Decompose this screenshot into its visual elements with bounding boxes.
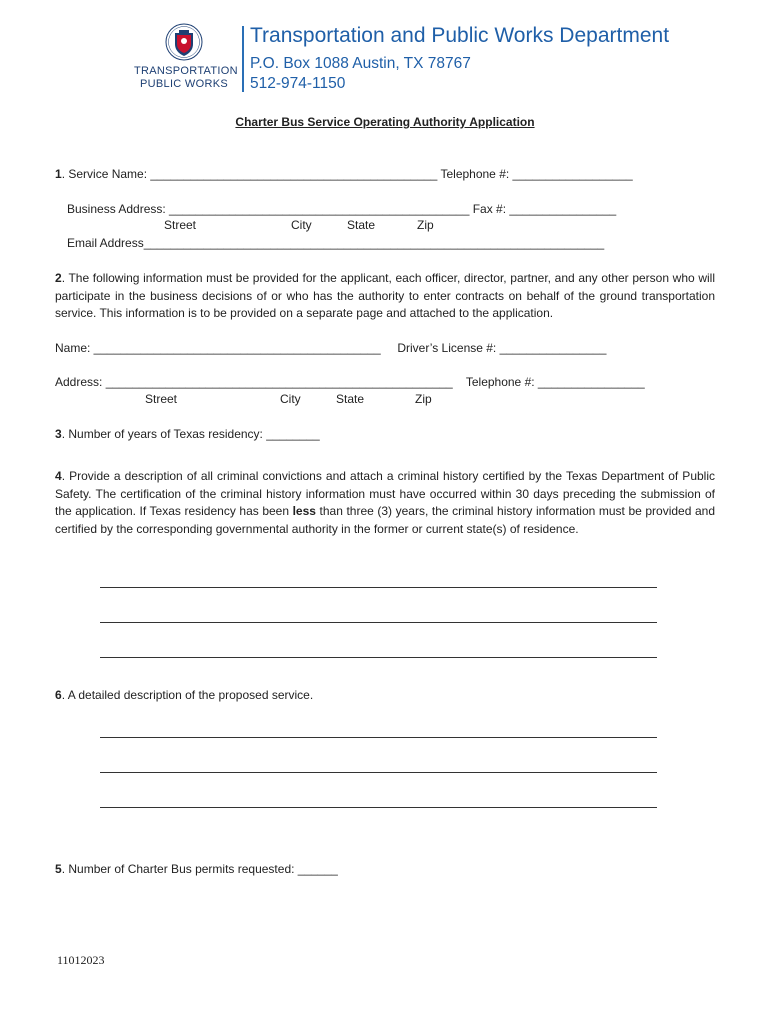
question-number: 6 bbox=[55, 688, 62, 702]
permits-requested-text: . Number of Charter Bus permits requested: ______ bbox=[61, 862, 338, 876]
question-number: 5 bbox=[55, 862, 62, 876]
logo-text-line2: PUBLIC WORKS bbox=[140, 78, 228, 90]
header-divider bbox=[242, 26, 244, 92]
criminal-history-text-b: than three (3) years, the criminal history information must be provided and certified by the corresponding governmental authority in the former or current state(s) of residence. bbox=[55, 504, 715, 536]
proposed-service-text: . A detailed description of the proposed service. bbox=[61, 688, 314, 702]
zip-label: Zip bbox=[415, 392, 432, 406]
proposed-service-line-1[interactable] bbox=[100, 736, 657, 738]
department-name: Transportation and Public Works Department bbox=[250, 24, 670, 47]
state-label: State bbox=[347, 218, 376, 232]
criminal-history-text-a: . Provide a description of all criminal convictions and attach a criminal history certified by the Texas Department of Public Safety. The certification of the criminal history information must have occurred within 30 days preceding the submission of the application. If Texas residency has been bbox=[55, 469, 715, 518]
city-label: City bbox=[291, 218, 312, 232]
question-number: 3 bbox=[55, 427, 62, 441]
address-telephone-field[interactable]: Address: ____________________________________________________ Telephone #: ________________ bbox=[55, 375, 645, 389]
applicant-info-text: . The following information must be provided for the applicant, each officer, director, partner, and any other person who will participate in the business decisions of or who has the authority to enter contracts on behalf of the ground transportation service. This information is to be provided on a separate page and attached to the application. bbox=[55, 271, 715, 320]
city-label: City bbox=[280, 392, 301, 406]
emphasis-less: less bbox=[292, 504, 316, 518]
form-revision-code: 11012023 bbox=[57, 953, 105, 967]
criminal-history-paragraph bbox=[55, 468, 715, 538]
applicant-info-paragraph bbox=[55, 270, 715, 323]
form-title: Charter Bus Service Operating Authority Application bbox=[235, 115, 535, 129]
street-label: Street bbox=[164, 218, 197, 232]
proposed-service-line-3[interactable] bbox=[100, 806, 657, 808]
residency-years-field[interactable] bbox=[55, 427, 320, 441]
question-number: 2 bbox=[55, 271, 62, 285]
name-license-field[interactable]: Name: ___________________________________________ Driver’s License #: ________________ bbox=[55, 341, 607, 355]
permits-requested-field[interactable] bbox=[55, 862, 338, 876]
criminal-history-line-1[interactable] bbox=[100, 586, 657, 588]
proposed-service-line-2[interactable] bbox=[100, 771, 657, 773]
city-seal-icon bbox=[134, 22, 234, 66]
criminal-history-line-3[interactable] bbox=[100, 656, 657, 658]
service-name-field: . Service Name: ___________________________________________ Telephone #: __________________ bbox=[61, 167, 633, 181]
business-address-field[interactable]: Business Address: _____________________________________________ Fax #: ________________ bbox=[67, 202, 617, 216]
question-number: 1 bbox=[55, 167, 62, 181]
department-phone: 512-974-1150 bbox=[250, 75, 346, 92]
state-label: State bbox=[336, 392, 365, 406]
service-name-row[interactable] bbox=[55, 167, 633, 181]
email-address-field[interactable]: Email Address_____________________________________________________________________ bbox=[67, 236, 605, 250]
department-address: P.O. Box 1088 Austin, TX 78767 bbox=[250, 55, 471, 72]
criminal-history-line-2[interactable] bbox=[100, 621, 657, 623]
proposed-service-prompt bbox=[55, 688, 313, 702]
residency-years-text: . Number of years of Texas residency: ________ bbox=[61, 427, 320, 441]
logo-wordmark bbox=[134, 65, 238, 91]
logo-text-line1: TRANSPORTATION bbox=[134, 65, 238, 77]
street-label: Street bbox=[145, 392, 178, 406]
question-number: 4 bbox=[55, 469, 62, 483]
zip-label: Zip bbox=[417, 218, 434, 232]
